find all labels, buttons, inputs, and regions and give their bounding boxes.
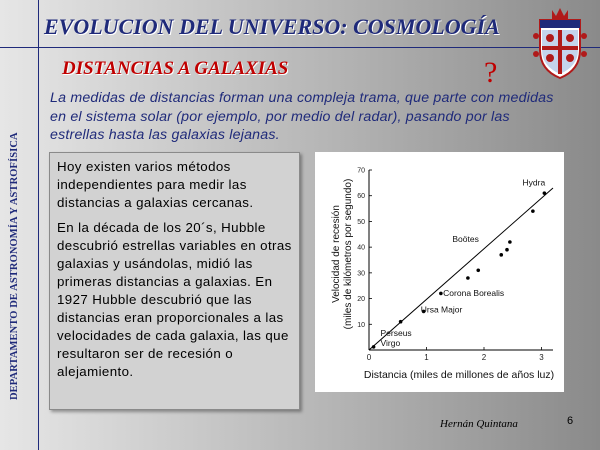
y-tick-label: 20 bbox=[357, 296, 365, 304]
point-label: Virgo bbox=[380, 338, 401, 349]
y-tick-label: 30 bbox=[357, 270, 365, 278]
y-tick-label: 40 bbox=[357, 244, 365, 252]
data-point bbox=[466, 276, 470, 280]
data-point bbox=[439, 292, 443, 296]
y-axis-label: Velocidad de recesión bbox=[331, 205, 342, 303]
sidebar bbox=[0, 0, 38, 450]
sidebar-divider bbox=[38, 0, 39, 450]
y-tick-label: 60 bbox=[357, 193, 365, 201]
header-divider bbox=[0, 47, 600, 48]
x-tick-label: 0 bbox=[366, 353, 372, 362]
data-point bbox=[476, 268, 480, 272]
data-point bbox=[505, 248, 509, 252]
university-crest-icon bbox=[532, 6, 588, 80]
point-label: Perseus bbox=[380, 327, 412, 338]
data-point bbox=[531, 209, 535, 213]
text-paragraph-1: Hoy existen varios métodos independientes para medir las distancias a galaxias cercanas. bbox=[57, 159, 254, 210]
trend-line bbox=[369, 188, 553, 350]
y-tick-label: 10 bbox=[357, 321, 365, 329]
hubble-chart-svg bbox=[315, 152, 564, 392]
department-label: DEPARTAMENTO DE ASTRONOMÍA Y ASTROFÍSICA bbox=[9, 132, 20, 400]
y-axis-label-units: (miles de kilómetros por segundo) bbox=[343, 178, 354, 330]
point-label: Hydra bbox=[522, 177, 546, 188]
footer-author: Hernán Quintana bbox=[440, 418, 518, 430]
data-point bbox=[499, 253, 503, 257]
point-label: Corona Borealis bbox=[443, 288, 505, 298]
slide-subtitle: DISTANCIAS A GALAXIAS bbox=[62, 58, 289, 79]
y-tick-label: 50 bbox=[357, 218, 365, 226]
x-tick-label: 3 bbox=[539, 353, 544, 362]
data-point bbox=[508, 240, 512, 244]
x-tick-label: 1 bbox=[424, 353, 429, 362]
slide-title: EVOLUCION DEL UNIVERSO: COSMOLOGÍA bbox=[44, 14, 500, 39]
page-number: 6 bbox=[567, 415, 574, 427]
text-paragraph-2: En la década de los 20´s, Hubble descubrió estrellas variables en otras galaxias y usándolas, midió las primeras distancias a galaxias. En 1927 Hubble descubrió que las distancias eran proporcionales a las velocidades de cada galaxia, las que resultaron ser de recesión o alejamiento. bbox=[57, 220, 292, 379]
data-point bbox=[543, 191, 547, 195]
data-point bbox=[399, 320, 403, 324]
x-axis-label: Distancia (miles de millones de años luz) bbox=[363, 369, 555, 381]
text-box bbox=[49, 152, 300, 410]
intro-paragraph: La medidas de distancias forman una compleja trama, que parte con medidas en el sistema solar (por ejemplo, por medio del radar), pasando por las estrellas hasta las galaxias lejanas. bbox=[50, 90, 554, 143]
hubble-chart bbox=[315, 152, 564, 392]
data-point bbox=[372, 345, 376, 349]
x-tick-label: 2 bbox=[481, 353, 487, 362]
question-mark: ? bbox=[484, 56, 498, 89]
y-tick-label: 70 bbox=[357, 167, 365, 175]
point-label: Boötes bbox=[452, 234, 479, 244]
point-label: Ursa Major bbox=[420, 304, 463, 315]
